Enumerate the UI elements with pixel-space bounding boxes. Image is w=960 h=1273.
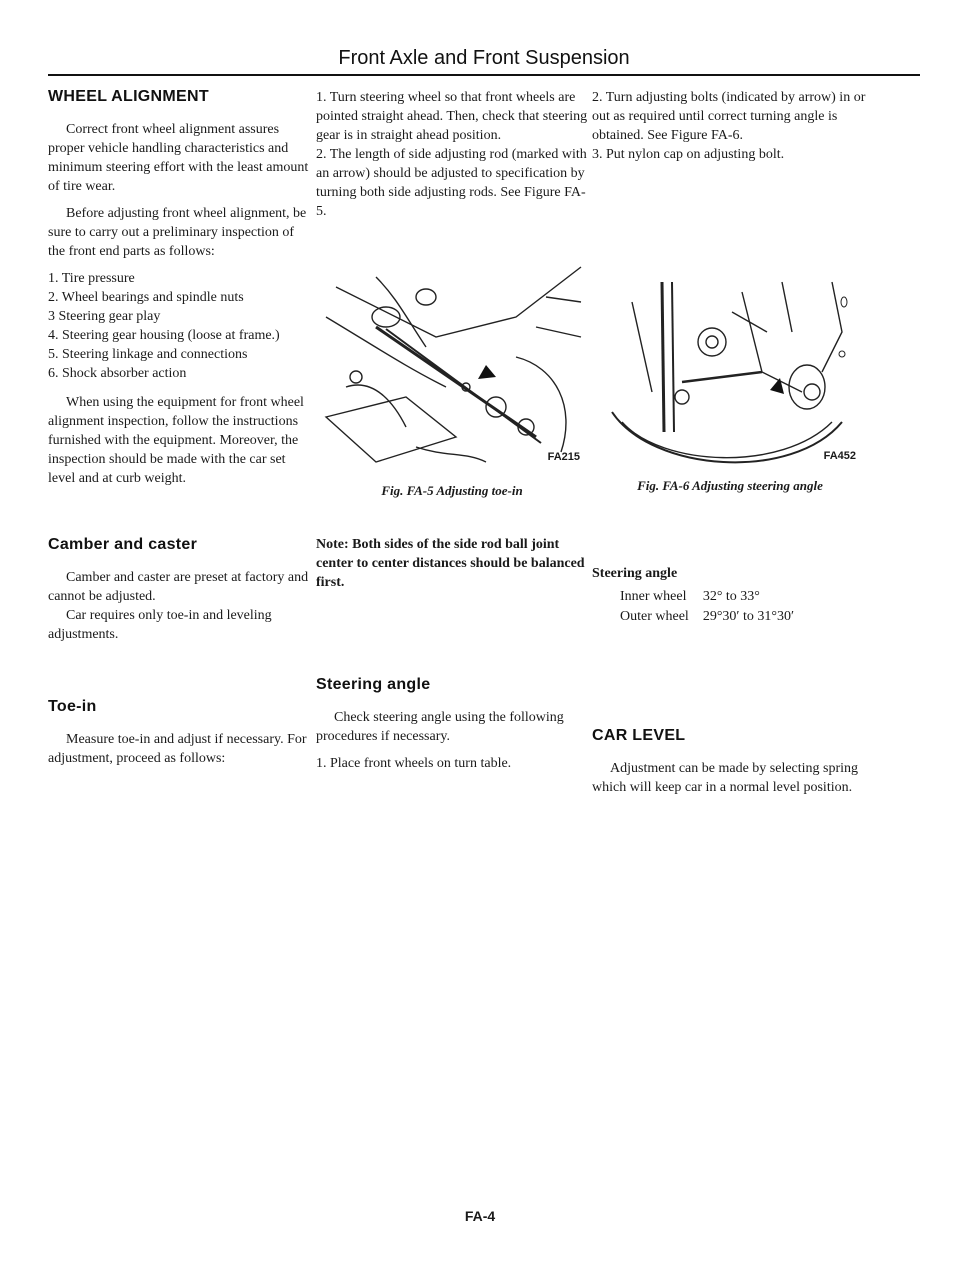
heading-wheel-alignment: WHEEL ALIGNMENT (48, 88, 209, 105)
list-item: 2. Wheel bearings and spindle nuts (48, 290, 244, 305)
heading-steering-angle: Steering angle (316, 676, 431, 693)
paragraph: When using the equipment for front wheel alignment inspection, follow the instructions furnished with the equipment. Moreover, the inspection should be made with the car set level and at curb weight. (48, 395, 304, 486)
spec-label: Inner wheel (620, 589, 687, 604)
paragraph: Adjustment can be made by selecting spring which will keep car in a normal level position. (592, 761, 859, 795)
step-1: 1. Place front wheels on turn table. (316, 756, 512, 771)
heading-toe-in: Toe-in (48, 698, 97, 715)
paragraph: Correct front wheel alignment assures proper vehicle handling characteristics and minimum steering effort with the least amount of tire wear. (48, 122, 309, 194)
figure-caption: Fig. FA-6 Adjusting steering angle (637, 478, 823, 493)
paragraph: Before adjusting front wheel alignment, be sure to carry out a preliminary inspection of the front end parts as follows: (48, 206, 307, 259)
page-number: FA-4 (464, 1208, 496, 1224)
page-title: Front Axle and Front Suspension (338, 47, 630, 69)
column-left (48, 88, 312, 776)
page-header (48, 44, 920, 76)
spec-value: 29°30′ to 31°30′ (702, 609, 795, 624)
figure-caption: Fig. FA-5 Adjusting toe-in (381, 483, 523, 498)
paragraph: Car requires only toe-in and leveling adjustments. (48, 608, 272, 642)
spec-value: 32° to 33° (702, 589, 760, 604)
figure-id: FA452 (823, 450, 856, 462)
column-middle (316, 88, 588, 781)
spec-heading: Steering angle (592, 566, 678, 581)
step-2: 2. The length of side adjusting rod (marked with an arrow) should be adjusted to specification by turning both side adjusting rods. See Figure FA-5. (316, 147, 587, 219)
figure-id: FA215 (547, 451, 580, 463)
spec-label: Outer wheel (620, 609, 689, 624)
list-item: 5. Steering linkage and connections (48, 347, 248, 362)
steering-angle-illustration (592, 272, 868, 472)
list-item: 3 Steering gear play (48, 309, 161, 324)
step-3: 3. Put nylon cap on adjusting bolt. (592, 147, 785, 162)
toe-in-illustration (316, 257, 588, 477)
heading-car-level: CAR LEVEL (592, 727, 686, 744)
list-item: 6. Shock absorber action (48, 366, 187, 381)
step-1: 1. Turn steering wheel so that front wheels are pointed straight ahead. Then, check that steering gear is in straight ahead position. (316, 90, 588, 143)
step-2: 2. Turn adjusting bolts (indicated by arrow) in or out as required until correct turning angle is obtained. See Figure FA-6. (592, 90, 866, 143)
paragraph: Measure toe-in and adjust if necessary. For adjustment, proceed as follows: (48, 732, 307, 766)
steering-angle-spec (620, 587, 808, 627)
column-right (592, 88, 868, 805)
figure-fa5 (316, 257, 588, 477)
table-row (620, 587, 808, 607)
note: Note: Both sides of the side rod ball joint center to center distances should be balanced first. (316, 537, 585, 590)
heading-camber-caster: Camber and caster (48, 536, 198, 553)
figure-fa6 (592, 272, 868, 472)
paragraph: Camber and caster are preset at factory and cannot be adjusted. (48, 570, 309, 604)
inspection-list (48, 269, 312, 383)
list-item: 4. Steering gear housing (loose at frame.) (48, 328, 280, 343)
table-row (620, 607, 808, 627)
paragraph: Check steering angle using the following procedures if necessary. (316, 710, 564, 744)
list-item: 1. Tire pressure (48, 271, 135, 286)
